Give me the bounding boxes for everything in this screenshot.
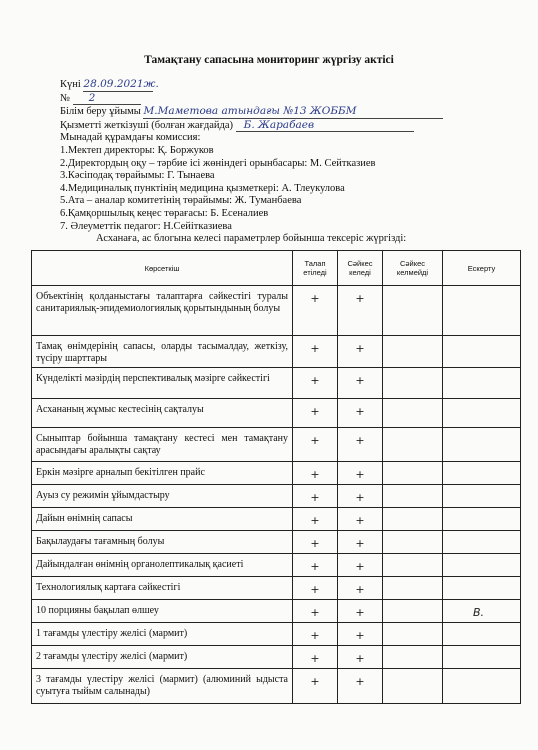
row-required-mark: + [293, 368, 338, 399]
row-mismatch-mark [383, 577, 443, 600]
row-mismatch-mark [383, 623, 443, 646]
row-indicator: Ауыз су режимін ұйымдастыру [32, 485, 293, 508]
row-match-mark: + [338, 554, 383, 577]
row-note [443, 368, 521, 399]
row-note: В. [443, 600, 521, 623]
row-note [443, 623, 521, 646]
commission-member: 6.Қамқоршылық кеңес төрағасы: Б. Есеналиев [60, 207, 269, 219]
row-indicator: 1 тағамды үлестіру желісі (мармит) [32, 623, 293, 646]
header-note: Ескерту [443, 251, 521, 286]
table-row [32, 368, 521, 399]
table-row [32, 286, 521, 336]
row-required-mark: + [293, 669, 338, 704]
monitoring-table [31, 250, 521, 704]
table-row [32, 623, 521, 646]
row-indicator: Дайын өнімнің сапасы [32, 508, 293, 531]
commission-member: 5.Ата – аналар комитетінің төрайымы: Ж. Туманбаева [60, 195, 302, 207]
row-note [443, 336, 521, 368]
row-required-mark: + [293, 646, 338, 669]
row-indicator: Бақылаудағы тағамның болуы [32, 531, 293, 554]
supplier-label: Қызметті жеткізуші (болған жағдайда) [60, 119, 234, 131]
row-indicator: Объектінің қолданыстағы талаптарға сәйкестігі туралы санитариялық-эпидемиологиялық қорытындының болуы [32, 286, 293, 336]
row-note [443, 646, 521, 669]
row-match-mark: + [338, 428, 383, 462]
row-note [443, 399, 521, 428]
commission-member: 3.Кәсіподақ төрайымы: Г. Тынаева [60, 170, 215, 182]
row-note [443, 428, 521, 462]
table-row [32, 462, 521, 485]
row-note [443, 577, 521, 600]
row-note [443, 462, 521, 485]
number-value: 2 [73, 92, 141, 106]
row-required-mark: + [293, 286, 338, 336]
row-match-mark: + [338, 368, 383, 399]
row-match-mark: + [338, 577, 383, 600]
row-mismatch-mark [383, 554, 443, 577]
row-required-mark: + [293, 508, 338, 531]
date-line [60, 78, 443, 92]
supplier-line [60, 119, 443, 133]
row-mismatch-mark [383, 531, 443, 554]
row-indicator: 2 тағамды үлестіру желісі (мармит) [32, 646, 293, 669]
commission-member: 1.Мектеп директоры: Қ. Боржуков [60, 144, 214, 156]
row-match-mark: + [338, 286, 383, 336]
row-match-mark: + [338, 646, 383, 669]
table-row [32, 669, 521, 704]
intro-text: Асханаға, ас блогына келесі параметрлер бойынша тексеріс жүргізді: [96, 233, 407, 245]
date-value: 28.09.2021ж. [83, 78, 159, 90]
row-mismatch-mark [383, 428, 443, 462]
table-row [32, 508, 521, 531]
row-indicator: Сыныптар бойынша тамақтану кестесі мен тамақтану арасындағы аралықты сақтау [32, 428, 293, 462]
table-row [32, 399, 521, 428]
table-row [32, 577, 521, 600]
row-mismatch-mark [383, 600, 443, 623]
row-note [443, 554, 521, 577]
row-mismatch-mark [383, 646, 443, 669]
commission-member: 7. Әлеуметтік педагог: Н.Сейітказиева [60, 220, 232, 232]
row-match-mark: + [338, 669, 383, 704]
row-match-mark: + [338, 336, 383, 368]
table-row [32, 646, 521, 669]
number-line [60, 92, 443, 106]
row-required-mark: + [293, 531, 338, 554]
row-indicator: Дайындалған өнімнің органолептикалық қасиеті [32, 554, 293, 577]
header-match: Сәйкес келеді [338, 251, 383, 286]
row-note [443, 531, 521, 554]
commission-label: Мынадай құрамдағы комиссия: [60, 132, 201, 144]
row-mismatch-mark [383, 485, 443, 508]
row-indicator: Технологиялық картаға сәйкестігі [32, 577, 293, 600]
row-match-mark: + [338, 600, 383, 623]
row-mismatch-mark [383, 399, 443, 428]
table-header-row [32, 251, 521, 286]
table-body [32, 286, 521, 704]
info-block [60, 78, 443, 246]
header-indicator: Көрсеткіш [32, 251, 293, 286]
row-indicator: Тамақ өнімдерінің сапасы, оларды тасымалдау, жеткізу, түсіру шарттары [32, 336, 293, 368]
document-title: Тамақтану сапасына мониторинг жүргізу актісі [144, 54, 394, 66]
row-mismatch-mark [383, 286, 443, 336]
table-row [32, 336, 521, 368]
row-note [443, 485, 521, 508]
header-mismatch: Сәйкес келмейді [383, 251, 443, 286]
row-required-mark: + [293, 428, 338, 462]
number-label: № [60, 92, 71, 104]
commission-member: 4.Медициналық пунктінің медицина қызметкері: А. Тлеукулова [60, 182, 345, 194]
row-indicator: Күнделікті мәзірдің перспективалық мәзірге сәйкестігі [32, 368, 293, 399]
row-note [443, 508, 521, 531]
row-required-mark: + [293, 462, 338, 485]
date-label: Күні [60, 79, 81, 90]
table-row [32, 531, 521, 554]
row-indicator: 3 тағамды үлестіру желісі (мармит) (алюминий ыдыста суытуға тыйым салынады) [32, 669, 293, 704]
row-match-mark: + [338, 462, 383, 485]
row-match-mark: + [338, 399, 383, 428]
row-required-mark: + [293, 336, 338, 368]
supplier-value: Б. Жарабаев [236, 119, 414, 133]
row-indicator: 10 порцияны бақылап өлшеу [32, 600, 293, 623]
org-value: М.Маметова атындағы №13 ЖОББМ [143, 105, 443, 119]
row-required-mark: + [293, 600, 338, 623]
row-match-mark: + [338, 485, 383, 508]
row-required-mark: + [293, 623, 338, 646]
org-label: Білім беру ұйымы [60, 106, 141, 118]
table-row [32, 554, 521, 577]
row-indicator: Асхананың жұмыс кестесінің сақталуы [32, 399, 293, 428]
org-line [60, 105, 443, 119]
table-row [32, 428, 521, 462]
row-note [443, 286, 521, 336]
row-mismatch-mark [383, 462, 443, 485]
row-match-mark: + [338, 623, 383, 646]
row-mismatch-mark [383, 368, 443, 399]
row-indicator: Еркін мәзірге арналып бекітілген прайс [32, 462, 293, 485]
row-match-mark: + [338, 531, 383, 554]
row-note [443, 669, 521, 704]
table-row [32, 485, 521, 508]
row-mismatch-mark [383, 669, 443, 704]
table-row [32, 600, 521, 623]
row-required-mark: + [293, 554, 338, 577]
header-required: Талап етіледі [293, 251, 338, 286]
row-required-mark: + [293, 577, 338, 600]
row-required-mark: + [293, 485, 338, 508]
row-match-mark: + [338, 508, 383, 531]
commission-member: 2.Директордың оқу – тәрбие ісі жөніндегі орынбасары: М. Сейтказиев [60, 157, 376, 169]
row-mismatch-mark [383, 508, 443, 531]
row-mismatch-mark [383, 336, 443, 368]
row-required-mark: + [293, 399, 338, 428]
